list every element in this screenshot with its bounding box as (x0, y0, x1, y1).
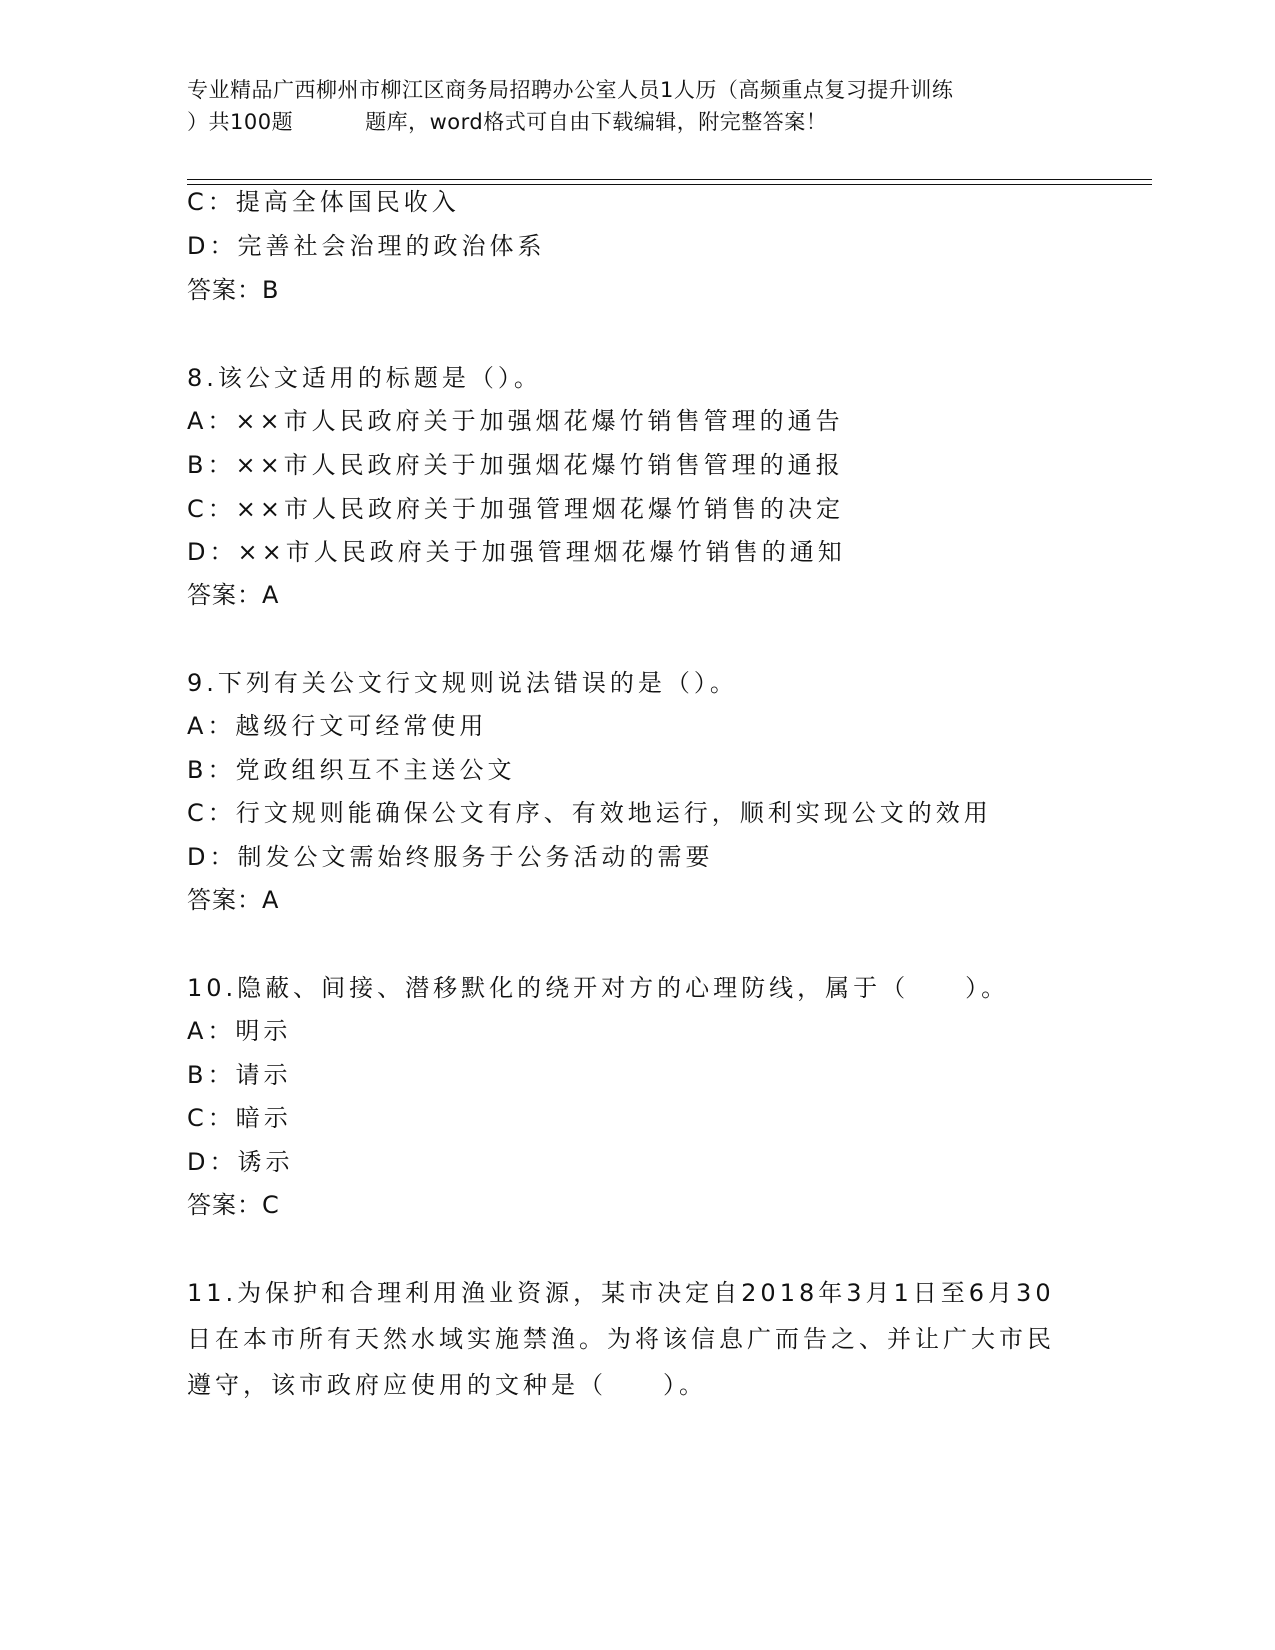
q10-stem: 10.隐蔽、间接、潜移默化的绕开对方的心理防线，属于（ ）。 (187, 974, 1010, 1002)
header-divider-bottom (187, 184, 1152, 185)
q9-option-a: A：越级行文可经常使用 (187, 712, 488, 740)
q9-stem: 9.下列有关公文行文规则说法错误的是（）。 (187, 669, 738, 697)
header-line-2-part-1: ）共100题 (187, 110, 294, 134)
q7-answer: 答案：B (187, 276, 280, 304)
q8-option-d: D：××市人民政府关于加强管理烟花爆竹销售的通知 (187, 538, 846, 566)
document-header (187, 74, 1137, 138)
q8-option-b: B：××市人民政府关于加强烟花爆竹销售管理的通报 (187, 451, 844, 479)
q8-stem: 8.该公文适用的标题是（）。 (187, 364, 542, 392)
q10-option-c: C：暗示 (187, 1104, 292, 1132)
q9-option-b: B：党政组织互不主送公文 (187, 756, 516, 784)
q10-option-b: B：请示 (187, 1061, 292, 1089)
q7-option-d: D：完善社会治理的政治体系 (187, 232, 546, 260)
q11-stem: 11.为保护和合理利用渔业资源，某市决定自2018年3月1日至6月30日在本市所有天然水域实施禁渔。为将该信息广而告之、并让广大市民遵守，该市政府应使用的文种是（ ）。 (187, 1279, 1055, 1399)
q10-answer: 答案：C (187, 1191, 280, 1219)
q9-option-c: C：行文规则能确保公文有序、有效地运行，顺利实现公文的效用 (187, 799, 992, 827)
q9-option-d: D：制发公文需始终服务于公务活动的需要 (187, 843, 714, 871)
header-divider-top (187, 179, 1152, 180)
q8-option-c: C：××市人民政府关于加强管理烟花爆竹销售的决定 (187, 495, 844, 523)
q10-option-a: A：明示 (187, 1017, 292, 1045)
header-line-1: 专业精品广西柳州市柳江区商务局招聘办公室人员1人历（高频重点复习提升训练 (187, 78, 954, 102)
header-line-2-part-2: 题库，word格式可自由下载编辑，附完整答案！ (365, 110, 828, 134)
q10-option-d: D：诱示 (187, 1148, 294, 1176)
q7-option-c: C：提高全体国民收入 (187, 188, 460, 216)
q9-answer: 答案：A (187, 886, 280, 914)
header-line-2 (187, 106, 1137, 138)
q8-answer: 答案：A (187, 581, 280, 609)
q8-option-a: A：××市人民政府关于加强烟花爆竹销售管理的通告 (187, 407, 844, 435)
